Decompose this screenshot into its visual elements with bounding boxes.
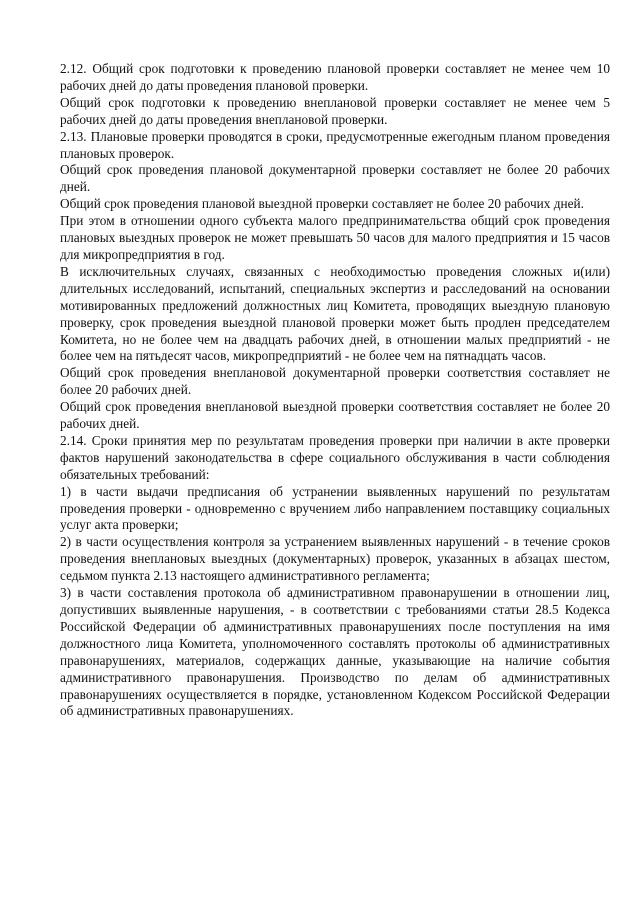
paragraph-2-12: 2.12. Общий срок подготовки к проведению плановой проверки составляет не менее чем 10 рабочих дней до даты проведения плановой проверки. xyxy=(60,61,610,93)
paragraph-small-business-limit: При этом в отношении одного субъекта малого предпринимательства общий срок проведения плановых выездных проверок не может превышать 50 часов для малого предприятия и 15 часов для микропредприятия в год. xyxy=(60,213,610,262)
paragraph-extension: В исключительных случаях, связанных с необходимостью проведения сложных и(или) длительных исследований, испытаний, специальных экспертиз и расследований на основании мотивированных предложений должностных лиц Комитета, проводящих выездную плановую проверку, срок проведения выездной плановой проверки может быть продлен председателем Комитета, но не более чем на двадцать рабочих дней, в отношении малых предприятий - не более чем на пятьдесят часов, микропредприятий - не более чем на пятнадцать часов. xyxy=(60,263,610,364)
paragraph-documentary-term: Общий срок проведения плановой документарной проверки составляет не более 20 рабочих дней. xyxy=(60,162,610,195)
paragraph-item-1: 1) в части выдачи предписания об устранении выявленных нарушений по результатам проведения проверки - одновременно с вручением либо направлением поставщику социальных услуг акта проверки; xyxy=(60,483,610,533)
paragraph-2-13: 2.13. Плановые проверки проводятся в сроки, предусмотренные ежегодным планом проведения плановых проверок. xyxy=(60,128,610,161)
paragraph-onsite-term: Общий срок проведения плановой выездной проверки составляет не более 20 рабочих дней. xyxy=(60,196,584,212)
paragraph-item-3: 3) в части составления протокола об административном правонарушении в отношении лиц, допустивших выявленные нарушения, - в соответствии с требованиями статьи 28.5 Кодекса Российской Федерации об административных правонарушениях после поступления на имя должностного лица Комитета, уполномоченного составлять протоколы об административных правонарушениях, материалов, содержащих данные, указывающие на наличие события административного правонарушения. Производство по делам об административных правонарушениях осуществляется в порядке, установленном Кодексом Российской Федерации об административных правонарушениях. xyxy=(60,585,610,719)
paragraph-2-14: 2.14. Сроки принятия мер по результатам проведения проверки при наличии в акте проверки фактов нарушений законодательства в сфере социального обслуживания в части соблюдения обязательных требований: xyxy=(60,432,610,482)
document-page xyxy=(60,61,610,720)
paragraph-unscheduled-documentary: Общий срок проведения внеплановой документарной проверки соответствия составляет не более 20 рабочих дней. xyxy=(60,365,610,398)
paragraph-item-2: 2) в части осуществления контроля за устранением выявленных нарушений - в течение сроков проведения внеплановых выездных (документарных) проверок, указанных в абзацах шестом, седьмом пункта 2.13 настоящего административного регламента; xyxy=(60,534,610,584)
paragraph-unscheduled-onsite: Общий срок проведения внеплановой выездной проверки соответствия составляет не более 20 рабочих дней. xyxy=(60,399,610,432)
paragraph-unscheduled-prep: Общий срок подготовки к проведению внеплановой проверки составляет не менее чем 5 рабочих дней до даты проведения внеплановой проверки. xyxy=(60,94,610,127)
